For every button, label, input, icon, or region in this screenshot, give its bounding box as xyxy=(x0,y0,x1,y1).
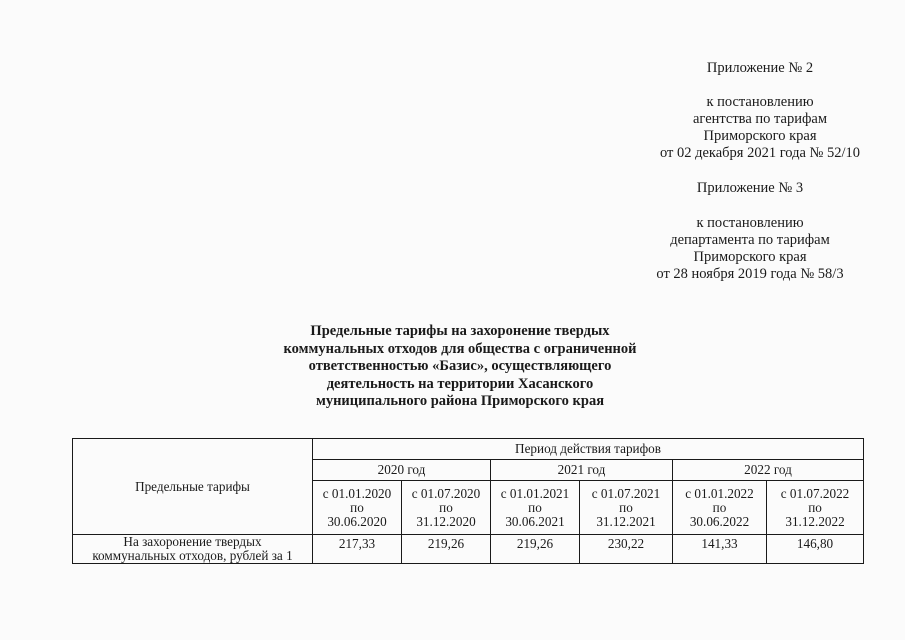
period-to: 31.12.2020 xyxy=(416,513,476,529)
row-label-line: На захоронение твердых xyxy=(123,534,262,549)
period-from: с 01.01.2022 xyxy=(685,485,754,501)
period-from: с 01.01.2021 xyxy=(500,485,570,501)
period-header-cell xyxy=(313,481,402,535)
period-from: с 01.07.2022 xyxy=(780,485,850,501)
tariff-value-cell: 141,33 xyxy=(673,535,767,564)
title-line: ответственностью «Базис», осуществляющего xyxy=(308,358,612,374)
appendix-3-reference xyxy=(630,215,870,283)
tariff-value-cell: 219,26 xyxy=(402,535,491,564)
tariff-value-cell: 217,33 xyxy=(313,535,402,564)
year-2022-header: 2022 год xyxy=(673,460,864,481)
period-to: 30.06.2022 xyxy=(689,513,750,529)
appendix-3-line: департамента по тарифам xyxy=(670,232,830,248)
header-tariffs-label: Предельные тарифы xyxy=(73,439,313,535)
appendix-2-line: к постановлению xyxy=(706,94,814,110)
appendix-2-line: агентства по тарифам xyxy=(693,111,827,127)
period-header-cell xyxy=(767,481,864,535)
title-line: коммунальных отходов для общества с ограниченной xyxy=(283,340,637,357)
period-by: по xyxy=(808,499,822,515)
period-header-cell xyxy=(491,481,580,535)
tariff-value-cell: 146,80 xyxy=(767,535,864,564)
period-header-cell xyxy=(402,481,491,535)
period-by: по xyxy=(619,499,633,515)
appendix-2-reference xyxy=(640,94,880,162)
period-from: с 01.07.2020 xyxy=(411,485,481,501)
period-by: по xyxy=(350,499,364,515)
appendix-3-line: от 28 ноября 2019 года № 58/3 xyxy=(656,266,844,282)
row-label-line: коммунальных отходов, рублей за 1 xyxy=(92,548,293,563)
year-2021-header: 2021 год xyxy=(491,460,673,481)
document-title xyxy=(250,323,670,411)
period-by: по xyxy=(439,499,453,515)
header-period: Период действия тарифов xyxy=(313,439,864,460)
tariff-value-cell: 230,22 xyxy=(580,535,673,564)
period-to: 30.06.2021 xyxy=(505,513,565,529)
period-to: 31.12.2022 xyxy=(785,513,845,529)
appendix-3-line: Приморского края xyxy=(693,249,807,265)
appendix-3-line: к постановлению xyxy=(696,215,804,231)
period-to: 30.06.2020 xyxy=(327,513,387,529)
row-label-disposal xyxy=(73,535,313,564)
appendix-2-line: Приморского края xyxy=(703,128,817,144)
title-line: Предельные тарифы на захоронение твердых xyxy=(310,323,610,339)
period-from: с 01.01.2020 xyxy=(322,485,392,501)
tariff-table xyxy=(72,438,864,564)
appendix-3-title: Приложение № 3 xyxy=(696,180,804,196)
period-by: по xyxy=(528,499,542,515)
period-header-cell xyxy=(673,481,767,535)
appendix-2-line: от 02 декабря 2021 года № 52/10 xyxy=(659,145,861,161)
tariff-value-cell: 219,26 xyxy=(491,535,580,564)
title-line: деятельность на территории Хасанского xyxy=(326,375,594,392)
title-line: муниципального района Приморского края xyxy=(315,393,605,409)
period-from: с 01.07.2021 xyxy=(591,485,661,501)
period-header-cell xyxy=(580,481,673,535)
period-by: по xyxy=(712,499,727,515)
appendix-2-title: Приложение № 2 xyxy=(706,60,814,76)
year-2020-header: 2020 год xyxy=(313,460,491,481)
period-to: 31.12.2021 xyxy=(596,513,656,529)
